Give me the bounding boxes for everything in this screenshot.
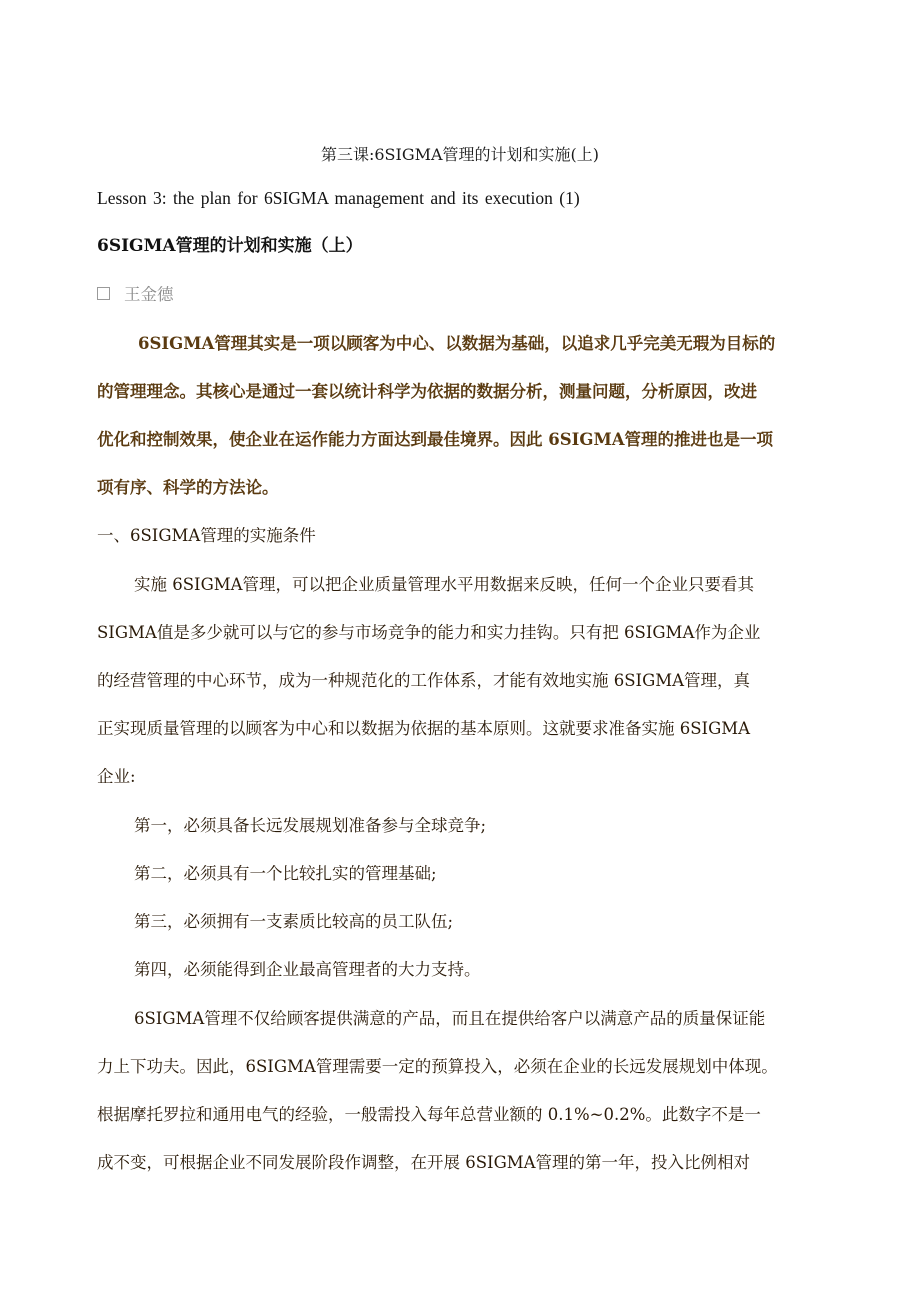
author-line — [97, 283, 174, 307]
intro-line: 项有序、科学的方法论。 — [97, 478, 279, 497]
paragraph-line: 根据摩托罗拉和通用电气的经验，一般需投入每年总营业额的 0.1%~0.2%。此数字不是一 — [97, 1105, 761, 1124]
paragraph-line: SIGMA值是多少就可以与它的参与市场竞争的能力和实力挂钩。只有把 6SIGMA作为企业 — [97, 623, 761, 642]
condition-item: 第三，必须拥有一支素质比较高的员工队伍; — [134, 912, 454, 931]
intro-line: 的管理理念。其核心是通过一套以统计科学为依据的数据分析，测量问题，分析原因，改进 — [97, 382, 757, 401]
intro-line: 优化和控制效果，使企业在运作能力方面达到最佳境界。因此 6SIGMA管理的推进也是一项 — [97, 430, 774, 449]
intro-line: 6SIGMA管理其实是一项以顾客为中心、以数据为基础，以追求几乎完美无瑕为目标的 — [138, 334, 776, 353]
paragraph-line: 力上下功夫。因此，6SIGMA管理需要一定的预算投入，必须在企业的长远发展规划中体现。 — [97, 1057, 778, 1076]
section-heading: 一、6SIGMA管理的实施条件 — [97, 526, 316, 545]
paragraph-line: 6SIGMA管理不仅给顾客提供满意的产品，而且在提供给客户以满意产品的质量保证能 — [134, 1009, 766, 1028]
paragraph-line: 正实现质量管理的以顾客为中心和以数据为依据的基本原则。这就要求准备实施 6SIGMA — [97, 719, 751, 738]
condition-item: 第一，必须具备长远发展规划准备参与全球竞争; — [134, 816, 487, 835]
paragraph-line: 成不变，可根据企业不同发展阶段作调整，在开展 6SIGMA管理的第一年，投入比例相对 — [97, 1153, 751, 1172]
checkbox-square-icon — [97, 287, 110, 300]
document-title-chinese: 第三课:6SIGMA管理的计划和实施(上) — [320, 145, 600, 164]
author-name: 王金德 — [124, 285, 174, 304]
condition-item: 第四，必须能得到企业最高管理者的大力支持。 — [134, 960, 481, 979]
document-title-english: Lesson 3: the plan for 6SIGMA management and its execution (1) — [97, 188, 580, 208]
paragraph-line: 的经营管理的中心环节，成为一种规范化的工作体系，才能有效地实施 6SIGMA管理，真 — [97, 671, 751, 690]
paragraph-line: 实施 6SIGMA管理，可以把企业质量管理水平用数据来反映，任何一个企业只要看其 — [134, 575, 755, 594]
article-heading: 6SIGMA管理的计划和实施（上） — [97, 236, 363, 256]
paragraph-line: 企业: — [97, 767, 136, 786]
condition-item: 第二，必须具有一个比较扎实的管理基础; — [134, 864, 437, 883]
